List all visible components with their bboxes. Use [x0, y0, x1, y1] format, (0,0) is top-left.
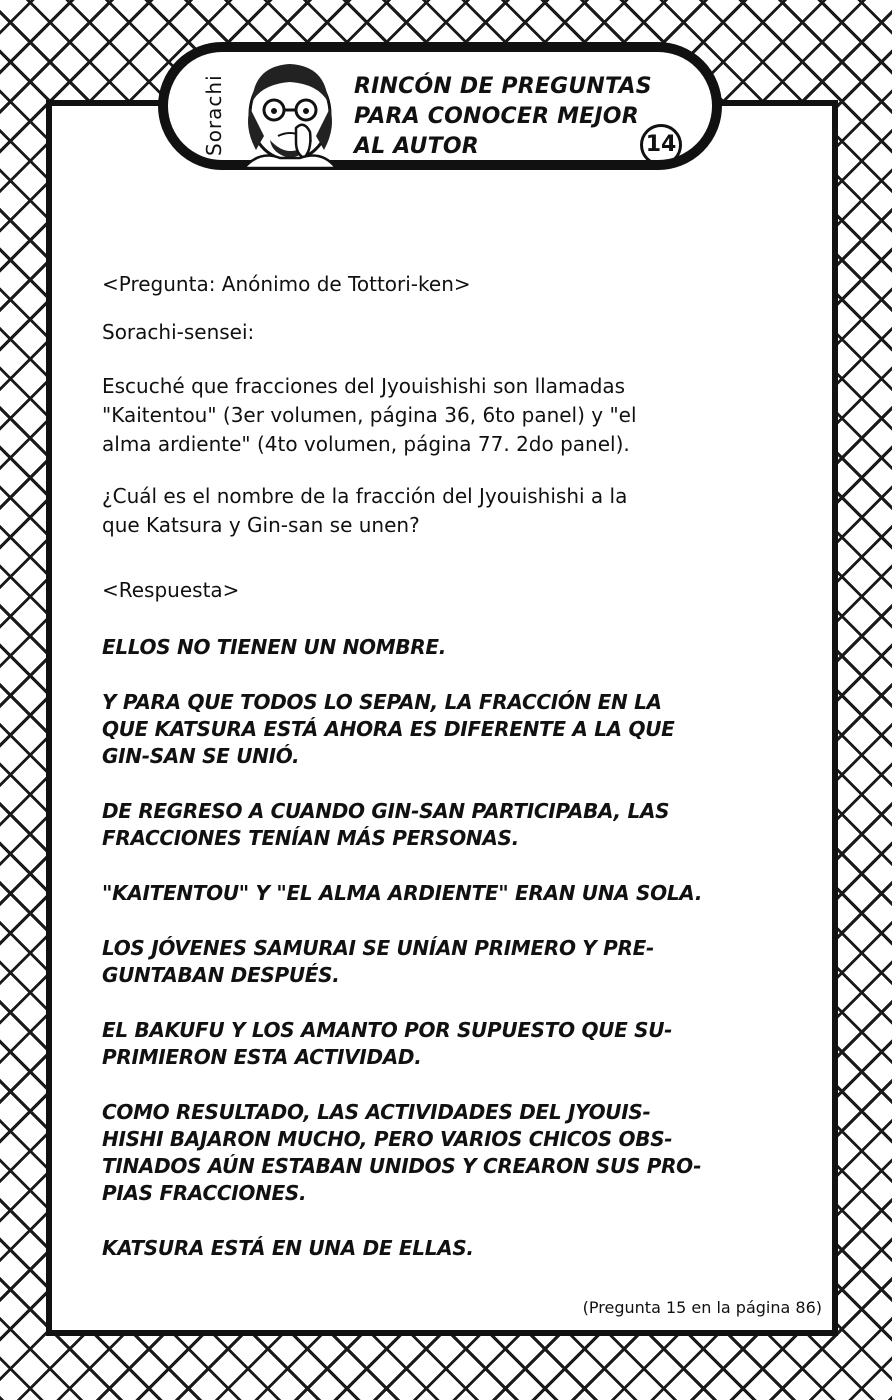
answer-header: <Respuesta> — [102, 578, 240, 602]
author-label: Sorachi — [202, 74, 226, 156]
header-title — [354, 72, 654, 162]
header-title-line: AL AUTOR — [354, 134, 479, 159]
author-portrait-icon — [230, 58, 348, 168]
answer-line: PRIMIERON ESTA ACTIVIDAD. — [102, 1045, 422, 1069]
answer-line: FRACCIONES TENÍAN MÁS PERSONAS. — [102, 826, 519, 850]
answer-line: HISHI BAJARON MUCHO, PERO VARIOS CHICOS OBS- — [102, 1127, 673, 1151]
answer-line: PIAS FRACCIONES. — [102, 1181, 307, 1205]
question-text-line: alma ardiente" (4to volumen, página 77. 2do panel). — [102, 432, 630, 456]
question-header: <Pregunta: Anónimo de Tottori-ken> — [102, 272, 471, 296]
footer-note: (Pregunta 15 en la página 86) — [582, 1298, 822, 1317]
section-number-badge: 14 — [640, 124, 682, 166]
header-title-line: PARA CONOCER MEJOR — [354, 104, 639, 129]
question-text-line: Escuché que fracciones del Jyouishishi son llamadas — [102, 374, 626, 398]
answer-line: KATSURA ESTÁ EN UNA DE ELLAS. — [102, 1236, 474, 1260]
question-text-line: ¿Cuál es el nombre de la fracción del Jyouishishi a la — [102, 484, 628, 508]
answer-line: EL BAKUFU Y LOS AMANTO POR SUPUESTO QUE SU- — [102, 1018, 673, 1042]
answer-line: Y PARA QUE TODOS LO SEPAN, LA FRACCIÓN EN LA — [102, 690, 662, 714]
answer-line: QUE KATSURA ESTÁ AHORA ES DIFERENTE A LA QUE — [102, 717, 675, 741]
answer-line: ELLOS NO TIENEN UN NOMBRE. — [102, 635, 447, 659]
answer-line: "KAITENTOU" Y "EL ALMA ARDIENTE" ERAN UNA SOLA. — [102, 881, 703, 905]
answer-line: GIN-SAN SE UNIÓ. — [102, 744, 300, 768]
question-text-line: que Katsura y Gin-san se unen? — [102, 513, 420, 537]
header-title-line: RINCÓN DE PREGUNTAS — [354, 74, 652, 99]
answer-line: TINADOS AÚN ESTABAN UNIDOS Y CREARON SUS PRO- — [102, 1154, 702, 1178]
answer-line: COMO RESULTADO, LAS ACTIVIDADES DEL JYOUIS- — [102, 1100, 651, 1124]
answer-line: DE REGRESO A CUANDO GIN-SAN PARTICIPABA, LAS — [102, 799, 670, 823]
question-text-line: "Kaitentou" (3er volumen, página 36, 6to panel) y "el — [102, 403, 637, 427]
answer-line: LOS JÓVENES SAMURAI SE UNÍAN PRIMERO Y PRE- — [102, 936, 654, 960]
header-banner — [158, 42, 722, 170]
answer-line: GUNTABAN DESPUÉS. — [102, 963, 340, 987]
question-greeting: Sorachi-sensei: — [102, 320, 255, 344]
